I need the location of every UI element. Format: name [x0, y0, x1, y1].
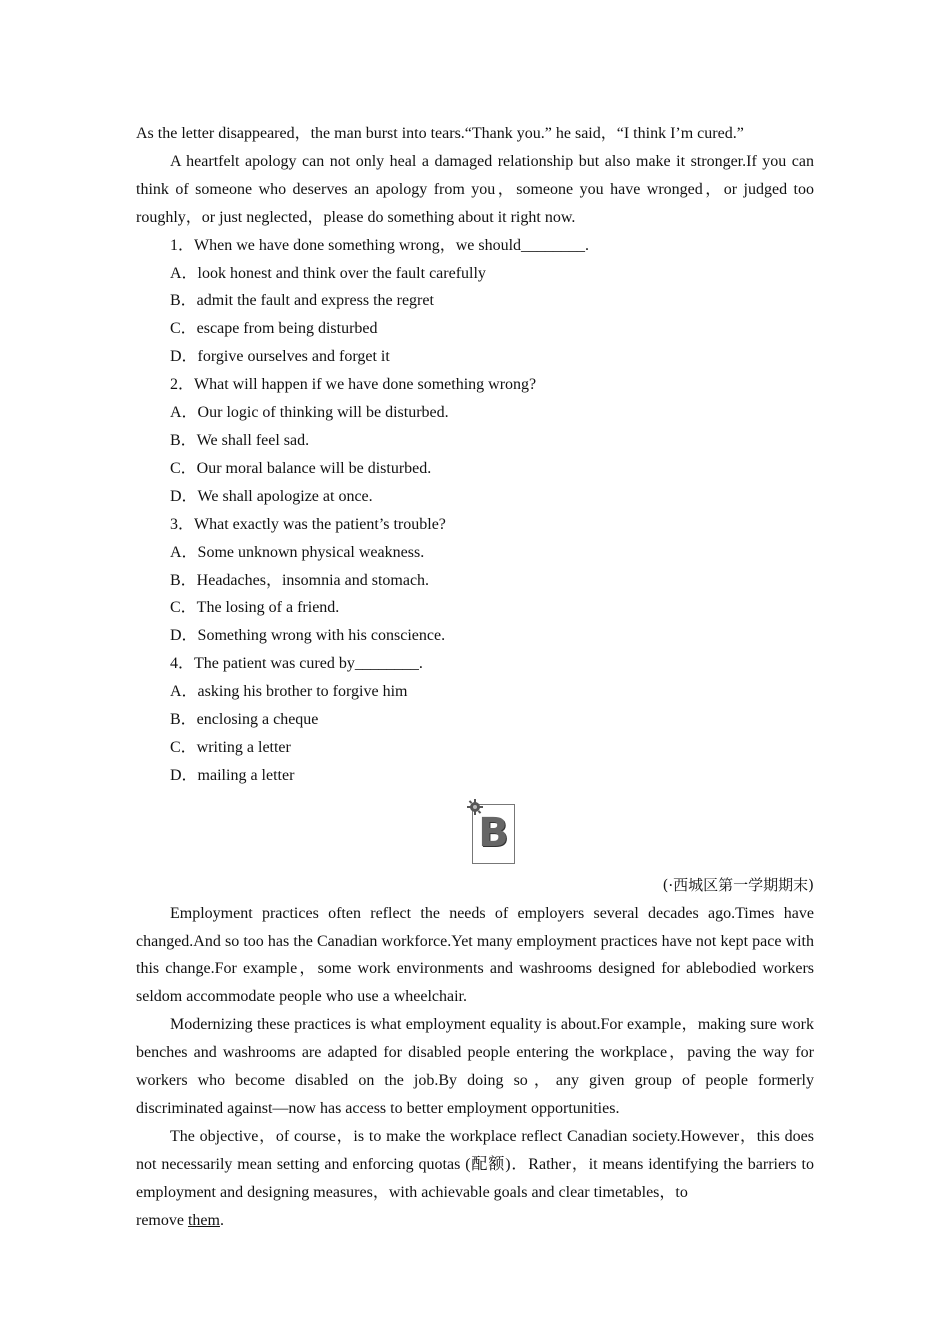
last-line-suffix: . — [219, 1211, 224, 1229]
question-stem: 1．When we have done something wrong，we should________. — [170, 236, 590, 254]
section-b-header — [136, 790, 814, 872]
question-stem: 2．What will happen if we have done something wrong? — [170, 376, 537, 394]
answer-option: C．escape from being disturbed — [170, 320, 378, 338]
passage-a-end-line: As the letter disappeared，the man burst into tears.“Thank you.” he said，“I think I’m cured.” — [136, 125, 744, 142]
passage-b-paragraph-3: The objective，of course，is to make the workplace reflect Canadian society.However，this does not necessarily mean setting and enforcing quotas (配额)．Rather，it means identifying the barriers to employment and designing measures，with achievable goals and clear timetables，to — [136, 1127, 814, 1201]
answer-option: D．We shall apologize at once. — [170, 487, 373, 505]
question-stem: 3．What exactly was the patient’s trouble? — [170, 515, 446, 533]
answer-option: C．writing a letter — [170, 738, 291, 756]
passage-a-closing-paragraph: A heartfelt apology can not only heal a damaged relationship but also make it stronger.If you can think of someone who deserves an apology from you，someone you have wronged，or judged too roughly，or just neglected，please do something about it right now. — [136, 152, 814, 226]
question-2 — [136, 371, 814, 511]
question-3 — [136, 511, 814, 651]
answer-option: D．mailing a letter — [170, 766, 295, 784]
answer-option: B．We shall feel sad. — [170, 431, 310, 449]
answer-option: A．look honest and think over the fault carefully — [170, 264, 486, 282]
answer-option: D．Something wrong with his conscience. — [170, 627, 446, 645]
section-letter: B — [478, 809, 509, 856]
passage-source: (·西城区第一学期期末) — [662, 875, 814, 894]
last-line-prefix: remove — [136, 1211, 188, 1229]
question-4 — [136, 650, 814, 790]
answer-option: D．forgive ourselves and forget it — [170, 348, 390, 366]
answer-option: A．Some unknown physical weakness. — [170, 543, 425, 561]
passage-b-paragraph-1: Employment practices often reflect the needs of employers several decades ago.Times have changed.And so too has the Canadian workforce.Yet many employment practices have not kept pace with this change.For example，some work environments and washrooms designed for ablebodied workers seldom accommodate people who use a wheelchair. — [136, 904, 814, 1006]
passage-b-paragraph-2: Modernizing these practices is what employment equality is about.For example，making sure work benches and washrooms are adapted for disabled people entering the workplace，paving the way for workers who become disabled on the job.By doing so，any given group of people formerly discriminated against—now has access to better employment opportunities. — [136, 1016, 814, 1117]
answer-option: B．admit the fault and express the regret — [170, 292, 434, 310]
question-stem: 4．The patient was cured by________. — [170, 655, 423, 673]
answer-option: B．Headaches，insomnia and stomach. — [170, 571, 430, 589]
answer-option: A．asking his brother to forgive him — [170, 683, 408, 701]
answer-option: C．The losing of a friend. — [170, 599, 340, 617]
underlined-word: them — [187, 1211, 220, 1229]
passage-b-last-line — [136, 1207, 814, 1235]
question-1 — [136, 232, 814, 372]
answer-option: A．Our logic of thinking will be disturbed. — [170, 404, 449, 422]
answer-option: C．Our moral balance will be disturbed. — [170, 459, 432, 477]
document-page — [136, 120, 814, 1235]
section-b-badge — [472, 804, 515, 864]
answer-option: B．enclosing a cheque — [170, 711, 319, 729]
